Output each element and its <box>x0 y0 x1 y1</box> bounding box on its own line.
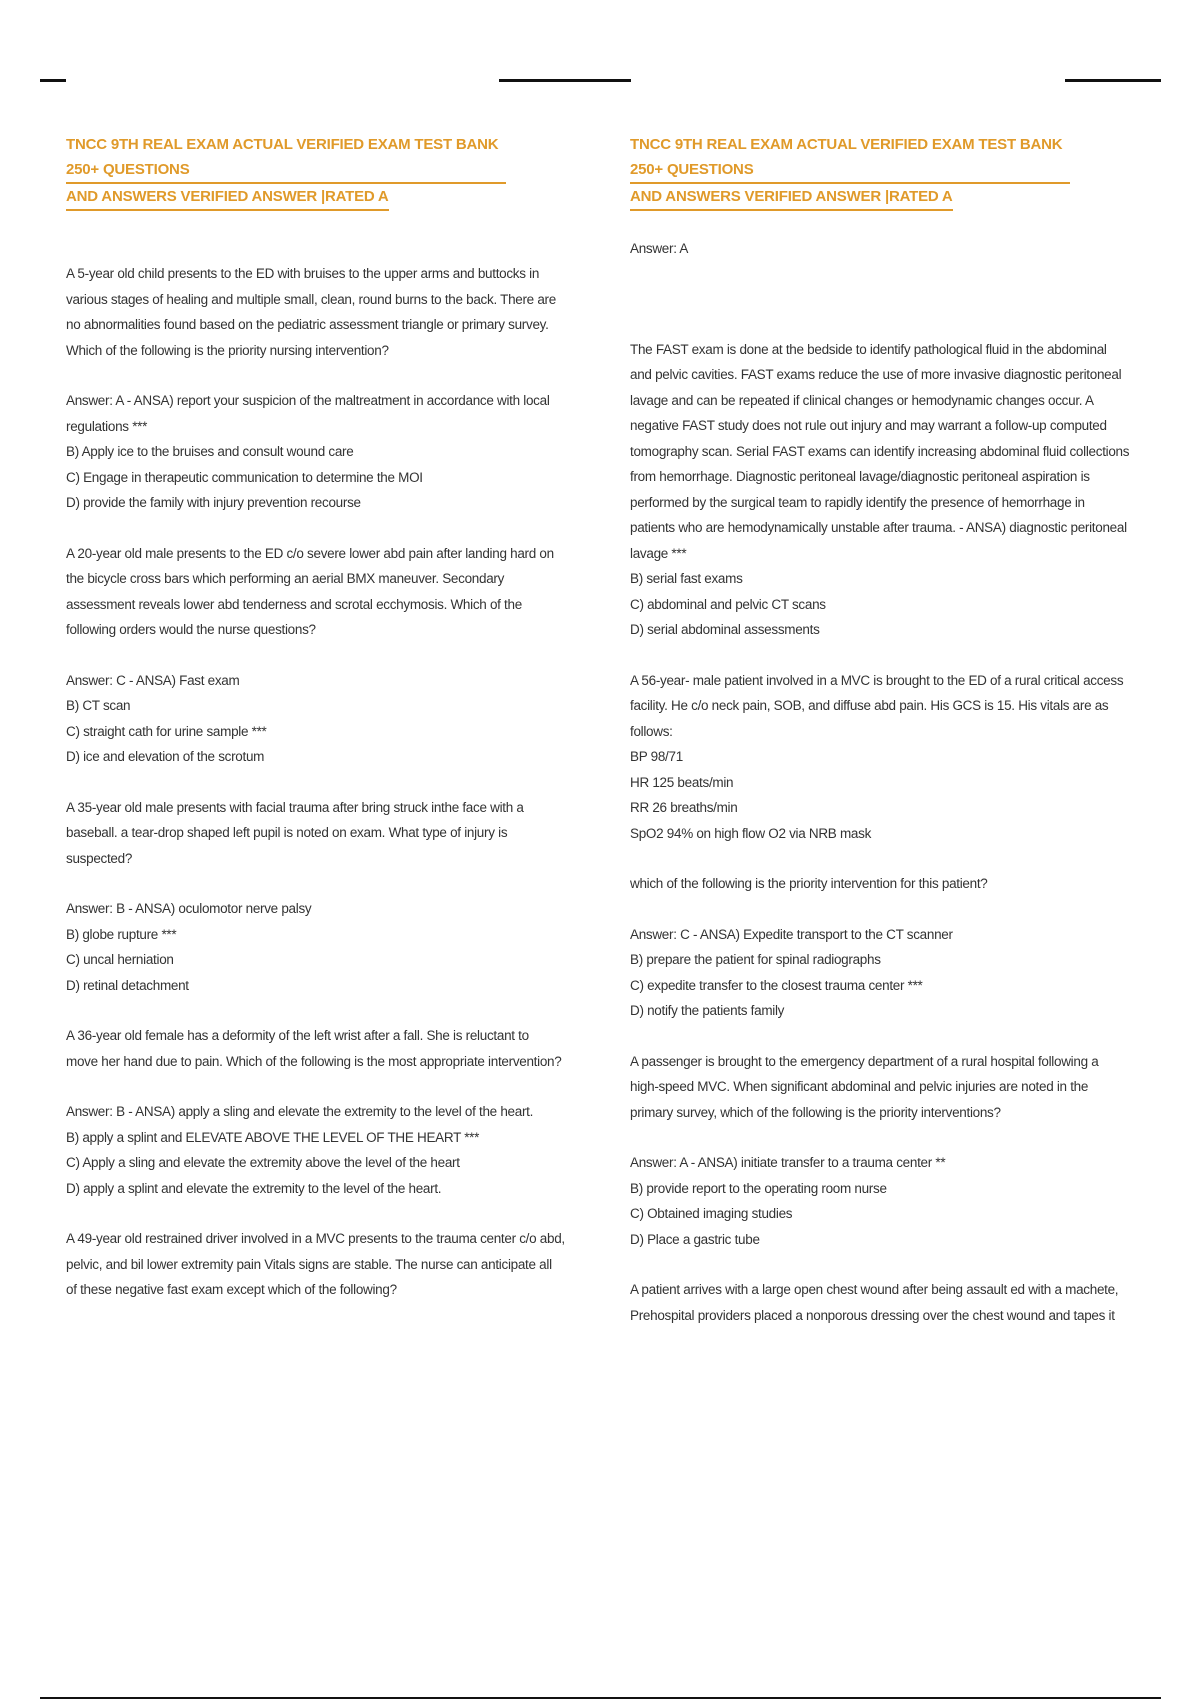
answer-1 <box>66 388 550 516</box>
answer-line: B) Apply ice to the bruises and consult wound care <box>66 444 354 459</box>
explanation-line: performed by the surgical team to rapidly identify the presence of hemorrhage in <box>630 494 1085 510</box>
answer-line: C) uncal herniation <box>66 952 174 967</box>
question-6 <box>630 668 1124 847</box>
question-line: following orders would the nurse questions? <box>66 622 316 637</box>
vitals-line: RR 26 breaths/min <box>630 800 738 815</box>
explanation-line: tomography scan. Serial FAST exams can identify increasing abdominal fluid collections <box>630 443 1130 459</box>
answer-line: D) retinal detachment <box>66 977 189 993</box>
answer-line: Answer: B - ANSA) oculomotor nerve palsy <box>66 901 312 916</box>
question-7 <box>630 1049 1099 1126</box>
explanation-line: patients who are hemodynamically unstable after trauma. - ANSA) diagnostic peritoneal <box>630 520 1127 535</box>
header-title-line2: AND ANSWERS VERIFIED ANSWER |RATED A <box>66 184 389 211</box>
explanation-line: The FAST exam is done at the bedside to identify pathological fluid in the abdominal <box>630 341 1107 357</box>
page-header-title <box>66 132 506 211</box>
top-rule-right <box>1065 79 1161 82</box>
bottom-rule <box>40 1697 1161 1699</box>
explanation-line: D) serial abdominal assessments <box>630 622 820 637</box>
question-line: no abnormalities found based on the pediatric assessment triangle or primary survey. <box>66 317 549 332</box>
question-line: pelvic, and bil lower extremity pain Vitals signs are stable. The nurse can anticipate all <box>66 1256 552 1272</box>
answer-2 <box>66 668 506 770</box>
explanation-line: lavage *** <box>630 545 687 561</box>
answer-line: B) prepare the patient for spinal radiographs <box>630 952 881 967</box>
question-8 <box>630 1277 1119 1328</box>
answer-5 <box>630 236 1070 262</box>
answer-line: B) globe rupture *** <box>66 926 177 942</box>
question-3 <box>66 795 524 872</box>
answer-3 <box>66 896 506 998</box>
question-line: A passenger is brought to the emergency department of a rural hospital following a <box>630 1053 1099 1069</box>
answer-line: Answer: A <box>630 241 689 256</box>
question-1 <box>66 261 556 363</box>
question-line: suspected? <box>66 850 133 866</box>
answer-line: C) Obtained imaging studies <box>630 1206 793 1221</box>
question-6-prompt <box>630 871 1070 897</box>
question-line: A 36-year old female has a deformity of the left wrist after a fall. She is reluctant to <box>66 1028 529 1043</box>
question-line: of these negative fast exam except which of the following? <box>66 1282 397 1297</box>
question-line: primary survey, which of the following is the priority interventions? <box>630 1104 1001 1120</box>
explanation-line: negative FAST study does not rule out injury and may warrant a follow-up computed <box>630 418 1107 433</box>
fast-explanation <box>630 337 1130 643</box>
answer-line: C) expedite transfer to the closest trauma center *** <box>630 977 923 993</box>
answer-line: Answer: A - ANSA) report your suspicion of the maltreatment in accordance with local <box>66 393 550 408</box>
question-line: A 56-year- male patient involved in a MVC is brought to the ED of a rural critical access <box>630 672 1124 688</box>
answer-line: B) apply a splint and ELEVATE ABOVE THE LEVEL OF THE HEART *** <box>66 1129 480 1145</box>
answer-line: Answer: C - ANSA) Expedite transport to the CT scanner <box>630 926 953 942</box>
answer-line: C) Apply a sling and elevate the extremity above the level of the heart <box>66 1155 460 1170</box>
question-line: A 20-year old male presents to the ED c/o severe lower abd pain after landing hard on <box>66 545 554 561</box>
explanation-line: C) abdominal and pelvic CT scans <box>630 596 826 612</box>
question-4 <box>66 1023 562 1074</box>
answer-6 <box>630 922 1070 1024</box>
question-line: baseball. a tear-drop shaped left pupil is noted on exam. What type of injury is <box>66 825 508 840</box>
question-line: which of the following is the priority intervention for this patient? <box>630 876 988 891</box>
answer-line: D) provide the family with injury prevention recourse <box>66 495 361 510</box>
question-5 <box>66 1226 565 1303</box>
answer-line: Answer: C - ANSA) Fast exam <box>66 672 240 688</box>
answer-line: C) straight cath for urine sample *** <box>66 723 267 739</box>
answer-line: regulations *** <box>66 418 148 434</box>
left-column <box>66 132 565 1303</box>
explanation-line: from hemorrhage. Diagnostic peritoneal lavage/diagnostic peritoneal aspiration is <box>630 469 1090 484</box>
question-line: Prehospital providers placed a nonporous dressing over the chest wound and tapes it <box>630 1307 1115 1323</box>
explanation-line: B) serial fast exams <box>630 571 743 586</box>
question-line: A 35-year old male presents with facial trauma after bring struck inthe face with a <box>66 799 524 815</box>
header-title-line1: TNCC 9TH REAL EXAM ACTUAL VERIFIED EXAM TEST BANK 250+ QUESTIONS <box>66 132 506 184</box>
answer-line: B) CT scan <box>66 698 131 713</box>
vitals-line: SpO2 94% on high flow O2 via NRB mask <box>630 825 872 841</box>
question-line: A 49-year old restrained driver involved in a MVC presents to the trauma center c/o abd, <box>66 1231 565 1246</box>
answer-line: D) ice and elevation of the scrotum <box>66 749 265 764</box>
vitals-line: BP 98/71 <box>630 749 683 764</box>
answer-line: D) Place a gastric tube <box>630 1231 760 1247</box>
question-line: A patient arrives with a large open chest wound after being assault ed with a machete, <box>630 1282 1119 1297</box>
question-line: Which of the following is the priority nursing intervention? <box>66 342 389 358</box>
vitals-line: HR 125 beats/min <box>630 774 734 790</box>
question-line: A 5-year old child presents to the ED with bruises to the upper arms and buttocks in <box>66 266 540 281</box>
question-line: follows: <box>630 723 673 739</box>
answer-4 <box>66 1099 534 1201</box>
top-rule-left <box>40 79 66 82</box>
page-header-title-right <box>630 132 1070 211</box>
explanation-line: lavage and can be repeated if clinical changes or hemodynamic changes occur. A <box>630 392 1094 408</box>
answer-line: Answer: B - ANSA) apply a sling and elevate the extremity to the level of the heart. <box>66 1104 534 1119</box>
question-line: the bicycle cross bars which performing an aerial BMX maneuver. Secondary <box>66 571 505 586</box>
header-title-line2: AND ANSWERS VERIFIED ANSWER |RATED A <box>630 184 953 211</box>
header-title-line1: TNCC 9TH REAL EXAM ACTUAL VERIFIED EXAM TEST BANK 250+ QUESTIONS <box>630 132 1070 184</box>
top-rule-center <box>499 79 631 82</box>
answer-line: D) apply a splint and elevate the extremity to the level of the heart. <box>66 1180 442 1196</box>
answer-line: D) notify the patients family <box>630 1003 785 1018</box>
question-2 <box>66 541 554 643</box>
question-line: high-speed MVC. When significant abdominal and pelvic injuries are noted in the <box>630 1079 1089 1094</box>
answer-line: C) Engage in therapeutic communication to determine the MOI <box>66 469 423 485</box>
question-line: facility. He c/o neck pain, SOB, and diffuse abd pain. His GCS is 15. His vitals are as <box>630 698 1109 713</box>
right-column <box>630 132 1130 1328</box>
question-line: move her hand due to pain. Which of the following is the most appropriate intervention? <box>66 1053 562 1069</box>
answer-7 <box>630 1150 1070 1252</box>
answer-line: Answer: A - ANSA) initiate transfer to a trauma center ** <box>630 1155 946 1170</box>
explanation-line: and pelvic cavities. FAST exams reduce the use of more invasive diagnostic peritoneal <box>630 367 1122 382</box>
answer-line: B) provide report to the operating room nurse <box>630 1180 887 1196</box>
question-line: assessment reveals lower abd tenderness and scrotal ecchymosis. Which of the <box>66 596 522 612</box>
question-line: various stages of healing and multiple small, clean, round burns to the back. There are <box>66 291 556 307</box>
